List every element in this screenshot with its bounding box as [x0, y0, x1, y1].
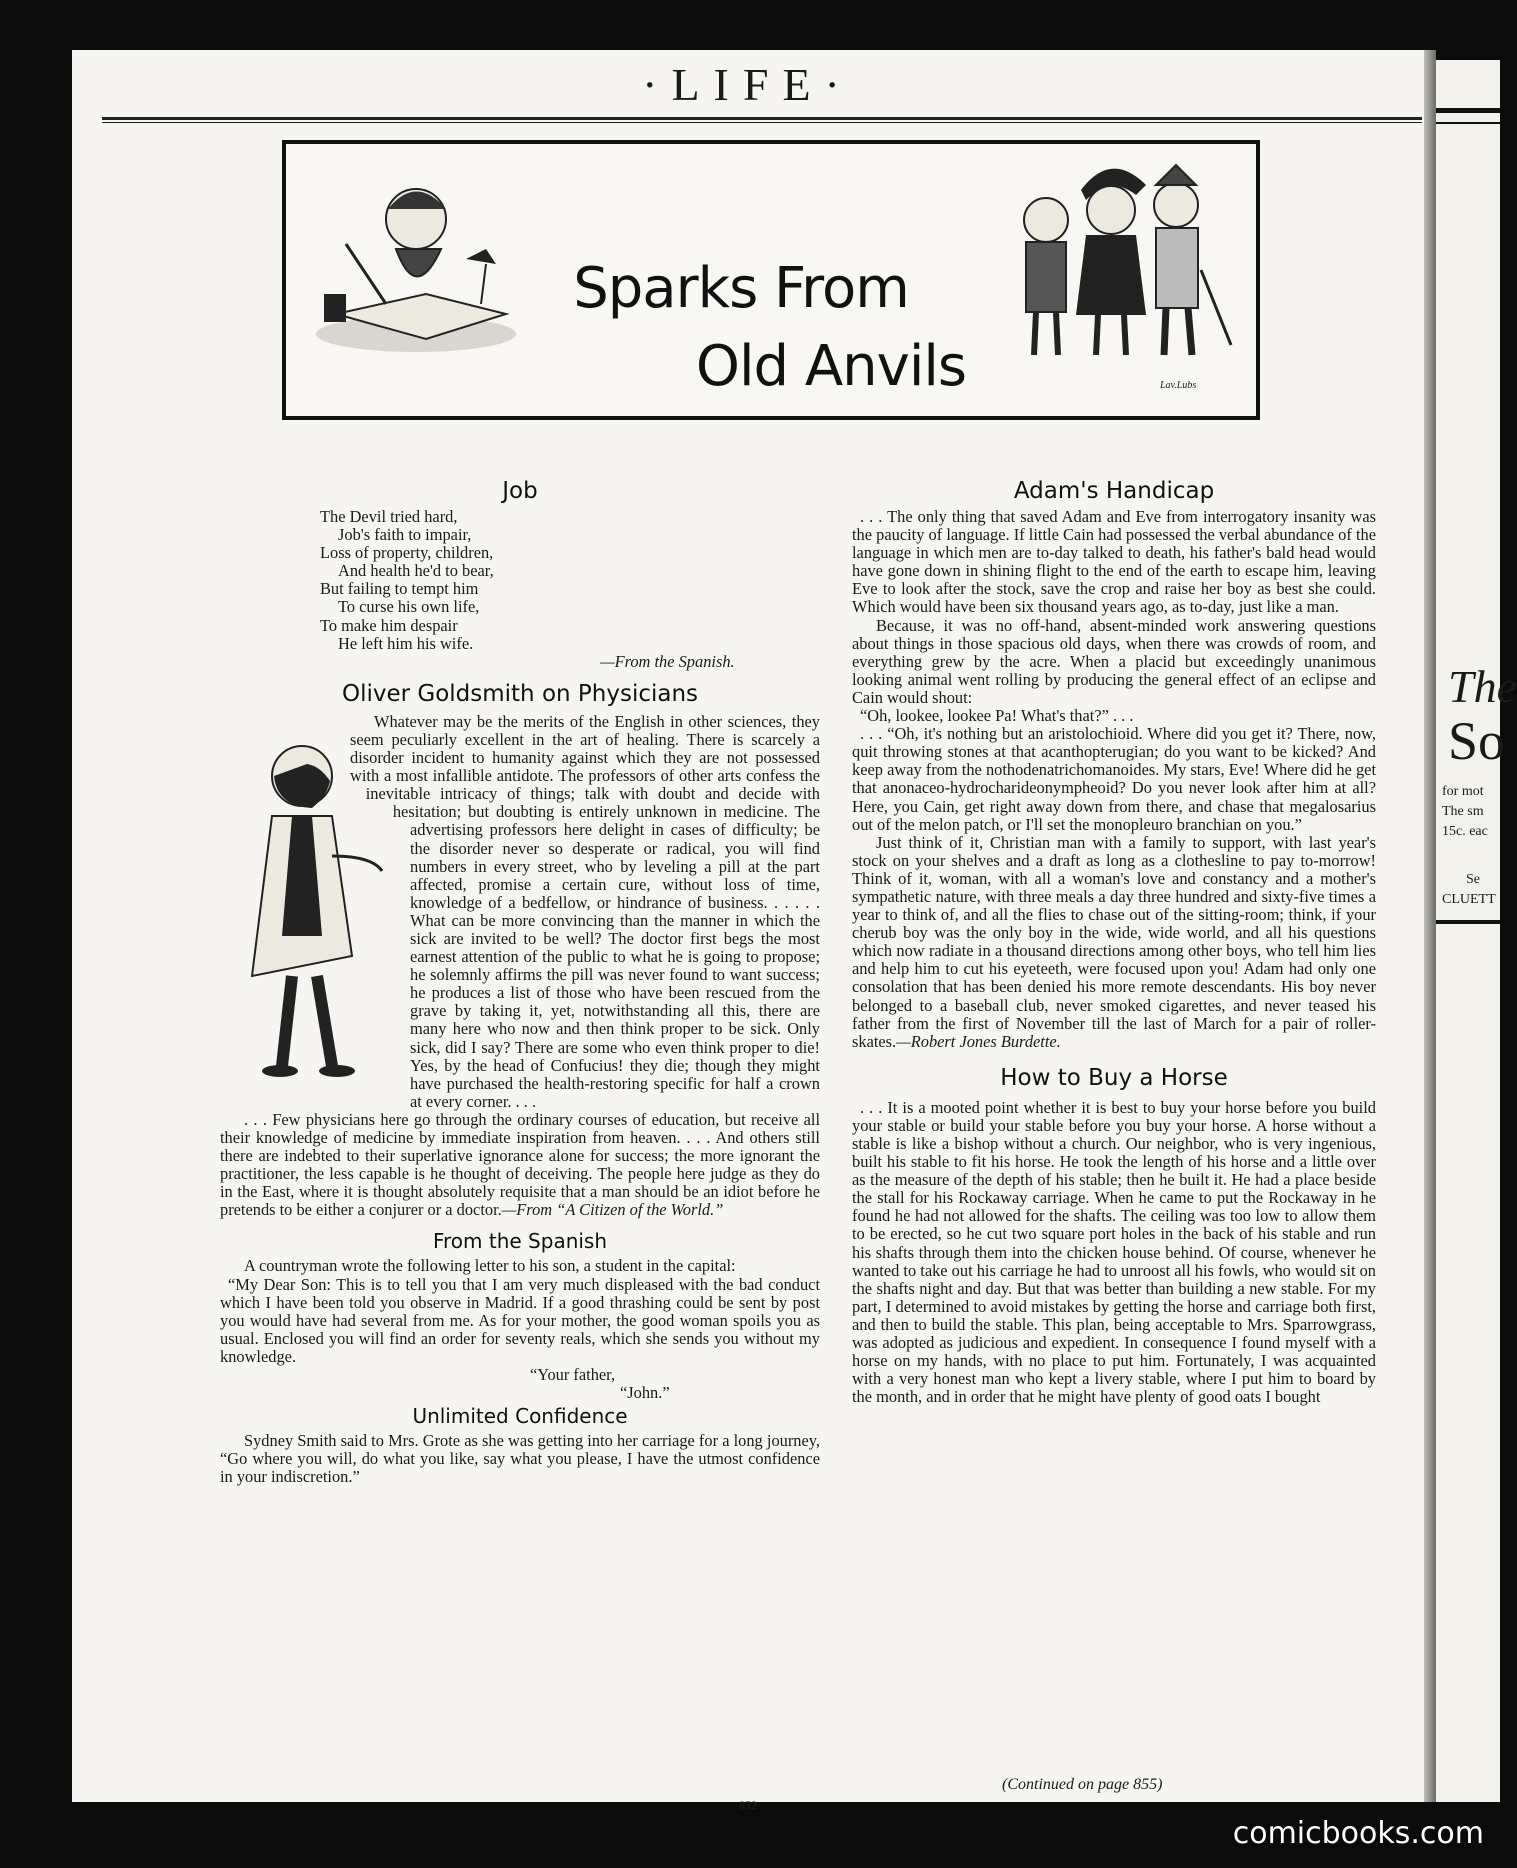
- facing-text: So: [1448, 711, 1506, 771]
- adam-attribution: —Robert Jones Burdette.: [896, 1031, 1061, 1051]
- spanish-intro: A countryman wrote the following letter to his son, a student in the capital:: [244, 1256, 736, 1276]
- adam-paragraph: . . . The only thing that saved Adam and Eve from interrogatory insanity was the paucity of language. If little Cain had possessed the verbal abundance of the language in which men are to-day talked to death, his father's bald head would have gone down in shining flight to the end of the earth to escape him, leaving Eve to look after the stock, save the crop and raise her boy as best she could. Which would have been six thousand years ago, as to-day, just like a man.: [852, 507, 1376, 617]
- page-number: 852: [739, 1798, 757, 1812]
- masthead: ·LIFE·: [642, 59, 854, 110]
- poem-line: Job's faith to impair,: [338, 525, 472, 545]
- adam-paragraph: Because, it was no off-hand, absent-minded work answering questions about things in those spacious old days, when there was crowds of room, and everything grew by the acre. When a placid but exceedingly unanimous looking animal went rolling by producing the general effect of an eclipse and Cain would shout:: [852, 615, 1376, 707]
- poem-line: And health he'd to bear,: [338, 561, 494, 581]
- job-attribution: —From the Spanish.: [600, 651, 735, 671]
- left-page-edge: [0, 60, 70, 1760]
- banner-title-line1: Sparks From: [573, 256, 909, 321]
- confidence-heading: Unlimited Confidence: [412, 1404, 628, 1429]
- poem-line: He left him his wife.: [338, 633, 474, 653]
- page-gutter: [1424, 50, 1436, 1802]
- confidence-text: Sydney Smith said to Mrs. Grote as she was getting into her carriage for a long journey, “Go where you will, do what you like, say what you please, I have the utmost confidence in your indiscretion.”: [220, 1431, 820, 1487]
- facing-text: CLUETT: [1442, 892, 1496, 907]
- physician-illustration: [212, 736, 402, 1116]
- facing-text: The: [1448, 661, 1517, 712]
- adam-heading: Adam's Handicap: [1013, 478, 1215, 504]
- facing-rule: [1436, 122, 1500, 124]
- spanish-heading: From the Spanish: [432, 1229, 608, 1254]
- facing-text: 15c. eac: [1442, 824, 1488, 839]
- goldsmith-heading: Oliver Goldsmith on Physicians: [341, 680, 699, 707]
- adam-paragraph: Just think of it, Christian man with a family to support, with last year's stock on your shelves and a draft as long as a clothesline to pay to-morrow! Think of it, woman, with all a woman's love and constancy and a mother's sympathetic nature, with three meals a day three hundred and sixty-five times a year to think of, and all the flies to chase out of the sitting-room; think, if your cherub boy was the only boy in the wide, wide world, and all his questions which now radiate in a thousand directions among other boys, who tell him lies and help him to cut his eyeteeth, were focused upon you! Adam had only one consolation that has been denied his more remote descendants. His boy never belonged to a baseball club, never smoked cigarettes, and never teased his father from the first of November till the last of March for a pair of roller-skates.—Robert Jones Burdette.: [852, 832, 1376, 1051]
- adam-paragraph: “Oh, lookee, lookee Pa! What's that?” . . .: [860, 706, 1134, 726]
- spanish-letter: “My Dear Son: This is to tell you that I am very much displeased with the bad conduct which I have been told you observe in Madrid. If a good thrashing could be sent by post you would have had several from me. As for your mother, the good woman spoils you as usual. Enclosed you will find an order for seventy reals, which she sends you without my knowledge.: [220, 1274, 820, 1366]
- horse-heading: How to Buy a Horse: [1000, 1064, 1228, 1091]
- poem-line: The Devil tried hard,: [320, 507, 458, 526]
- poem-line: But failing to tempt him: [320, 579, 479, 599]
- poem-line: To curse his own life,: [338, 597, 480, 617]
- job-poem: [220, 508, 820, 671]
- adam-paragraph: . . . “Oh, it's nothing but an aristolochioid. Where did you get it? There, now, quit throwing stones at that acanthopterugian; do you want to be kicked? And keep away from the nothodenatrichomanoides. My stars, Eve! Where did he get that anonaceo-hydrocharideonympheoid? Do you never look after him at all? Here, you Cain, get right away down from there, and chase that megalosarius out of the melon patch, or I'll set the monopleuro branchian on you.”: [852, 724, 1376, 834]
- artist-signature: Lav.Lubs: [1160, 380, 1197, 391]
- facing-page-edge: [1436, 60, 1517, 1802]
- facing-rule: [1436, 108, 1500, 113]
- spanish-closing: “Your father,: [530, 1365, 616, 1385]
- job-heading: Job: [502, 478, 538, 504]
- facing-rule: [1436, 920, 1500, 924]
- continued-note: (Continued on page 855): [1002, 1776, 1163, 1793]
- goldsmith-attribution: —From “A Citizen of the World.”: [501, 1200, 724, 1220]
- poem-line: Loss of property, children,: [320, 543, 494, 563]
- watermark: comicbooks.com: [1232, 1816, 1484, 1851]
- facing-text: The sm: [1442, 804, 1484, 819]
- right-column: [852, 478, 1376, 1406]
- title-banner: [282, 140, 1260, 420]
- goldsmith-paragraph: . . . Few physicians here go through the ordinary courses of education, but receive all their knowledge of medicine by immediate inspiration from heaven. . . . And others still there are indebted to their superlative ignorance alone for success; the more ignorant the practitioner, the less capable is he thought of deceiving. The people here judge as they do in the East, where it is thought absolutely requisite that a man should be an idiot before he pretends to be either a conjurer or a doctor.—From “A Citizen of the World.”: [220, 1109, 820, 1220]
- poem-line: To make him despair: [320, 615, 458, 635]
- facing-text: Se: [1466, 872, 1480, 887]
- horse-text: . . . It is a mooted point whether it is best to buy your horse before you build your stable or build your stable before you buy your horse. A horse without a stable is like a bishop without a church. Our neighbor, who is very ingenious, built his stable to fit his horse. He took the length of his horse and a little over as the measure of the depth of his stable; then he built it. He had a place beside the stall for his Rockaway carriage. When he came to put the Rockaway in he found he had not allowed for the shafts. The ceiling was too low to allow them to be erected, so he cut two square port holes in the back of his stable and run his shafts through them into the chicken house behind. Of course, whenever he wanted to take out his carriage he had to unroost all his fowls, who would sit on the shafts night and day. But that was better than building a new stable. For my part, I determined to avoid mistakes by getting the horse and carriage both first, and then to build the stable. This plan, being acceptable to Mrs. Sparrowgrass, was adopted as judicious and expedient. In consequence I found myself with a horse on my hands, with no place to put him. Fortunately, I was acquainted with a very honest man who kept a livery stable, where I put him to board by the month, and in order that he might have plenty of good oats I bought: [852, 1097, 1376, 1407]
- costumed-children-illustration: [986, 150, 1246, 370]
- spanish-signature: “John.”: [620, 1383, 670, 1403]
- facing-text: for mot: [1442, 784, 1484, 799]
- goldsmith-paragraph: Whatever may be the merits of the English in other sciences, they seem peculiarly excellent in the art of healing. There is scarcely a disorder incident to humanity against which they are not possessed with a most infallible antidote. The professors of other arts confess the inevitable intricacy of things; talk with doubt and decide with hesitation; but doubting is entirely unknown in medicine. The advertising professors here delight in cases of difficulty; be the disorder never so desperate or radical, you will find numbers in every street, who by leveling a pill at the part affected, promise a certain cure, without loss of time, knowledge of a bedfellow, or hindrance of business. . . . . . What can be more convincing than the manner in which the sick are invited to be well? The doctor first begs the most earnest attention of the public to what he is going to propose; he solemnly affirms the pill was never found to want success; he produces a list of those who have been rescued from the grave by taking it, yet, notwithstanding all this, there are many here who now and then think proper to be sick. Only sick, did I say? There are some who even think proper to die! Yes, by the head of Confucius! they die; though they might have purchased the health-restoring specific for half a crown at every corner. . . .: [350, 711, 820, 1111]
- masthead-rule: [102, 117, 1422, 123]
- banner-title-line2: Old Anvils: [695, 334, 967, 399]
- magazine-page: [72, 50, 1424, 1812]
